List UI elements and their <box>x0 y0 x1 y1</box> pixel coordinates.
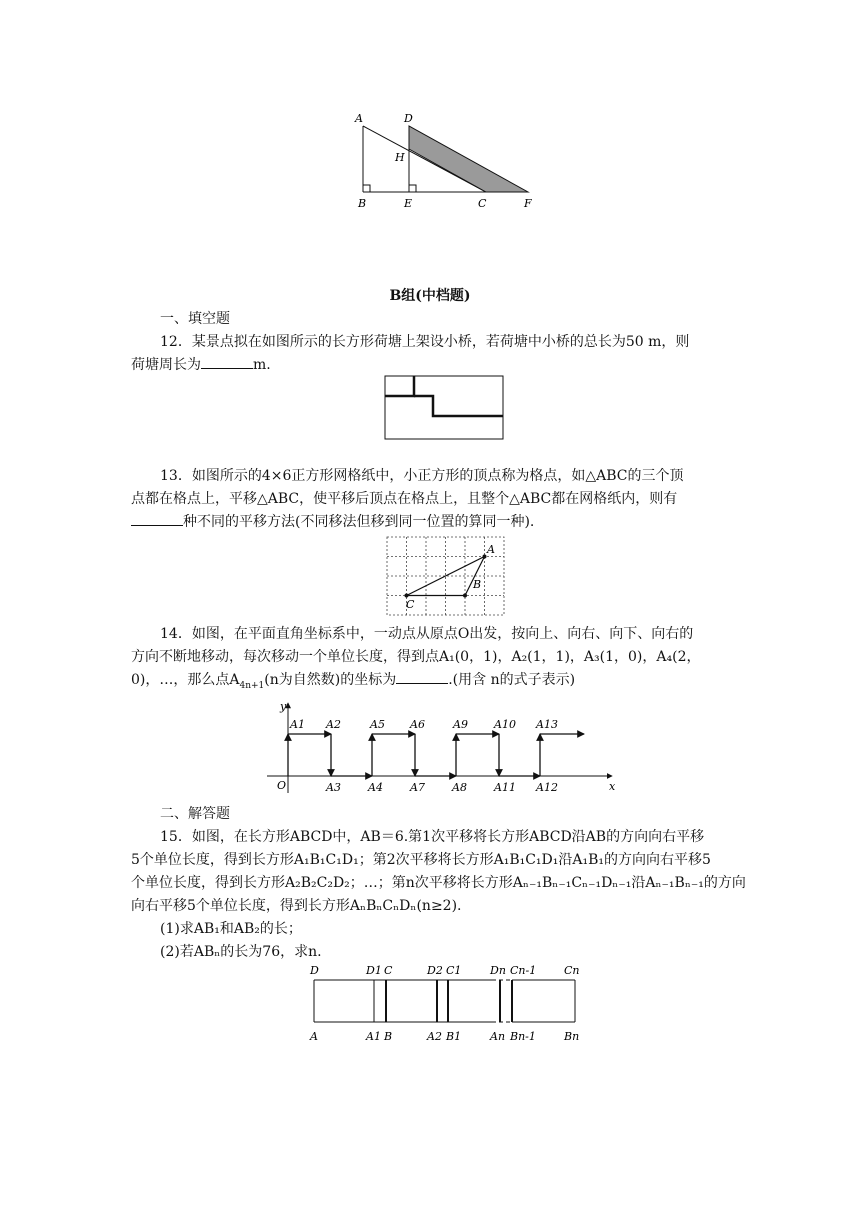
grid-label-B: B <box>473 578 482 591</box>
rect-label-A2: A2 <box>427 1030 442 1043</box>
point-label: A7 <box>410 781 425 794</box>
rect-label-An: An <box>490 1030 506 1043</box>
pond-bridge-figure <box>383 374 507 444</box>
rect-label-Bn-1: Bn-1 <box>510 1030 536 1043</box>
answer-blank <box>131 511 183 526</box>
label-F: F <box>524 197 532 210</box>
point-label: A3 <box>326 781 341 794</box>
point-label: A10 <box>494 718 516 731</box>
label-E: E <box>404 197 413 210</box>
triangle-translation-figure <box>350 105 540 215</box>
label-B: B <box>358 197 367 210</box>
grid-triangle-figure <box>384 534 508 618</box>
label-H: H <box>395 151 405 164</box>
question-14-line2: 方向不断地移动，每次移动一个单位长度，得到点A₁(0，1)，A₂(1，1)，A₃(1，0)，A₄(2， <box>131 649 701 665</box>
question-15-sub2: (2)若ABₙ的长为76，求n. <box>160 944 322 960</box>
question-15-sub1: (1)求AB₁和AB₂的长； <box>160 921 302 937</box>
part-heading-answer: 二、解答题 <box>160 806 230 822</box>
question-15-line3: 个单位长度，得到长方形A₂B₂C₂D₂；…；第n次平移将长方形Aₙ₋₁Bₙ₋₁Cₙ₋₁Dₙ₋₁沿Aₙ₋₁Bₙ₋₁的方向 <box>131 875 746 891</box>
point-label: A12 <box>536 781 558 794</box>
point-label: A11 <box>494 781 516 794</box>
grid-label-A: A <box>487 543 495 556</box>
point-label: A4 <box>368 781 383 794</box>
axis-x-label: x <box>609 780 616 793</box>
point-label: A1 <box>290 718 305 731</box>
question-15-line1: 15．如图，在长方形ABCD中，AB＝6.第1次平移将长方形ABCD沿AB的方向向右平移 <box>160 829 705 845</box>
question-12-line2: 荷塘周长为 m. <box>131 353 271 377</box>
section-title: B组(中档题) <box>389 288 471 304</box>
point-label: A5 <box>370 718 385 731</box>
origin-label: O <box>277 779 287 792</box>
question-12-line1: 12．某景点拟在如图所示的长方形荷塘上架设小桥，若荷塘中小桥的总长为50 m，则 <box>160 334 690 350</box>
coordinate-path-figure <box>262 698 622 796</box>
point-label: A13 <box>536 718 558 731</box>
label-A: A <box>355 112 363 125</box>
point-label: A8 <box>452 781 467 794</box>
rect-label-Dn: Dn <box>490 964 506 977</box>
rect-label-Cn-1: Cn-1 <box>510 964 537 977</box>
label-C: C <box>478 197 487 210</box>
rect-label-A: A <box>310 1030 318 1043</box>
question-14-line1: 14．如图，在平面直角坐标系中，一动点从原点O出发，按向上、向右、向下、向右的 <box>160 626 694 642</box>
rect-label-Bn: Bn <box>564 1030 580 1043</box>
rect-label-B: B <box>384 1030 393 1043</box>
question-13-line3: 种不同的平移方法(不同移法但移到同一位置的算同一种). <box>131 510 534 534</box>
rectangle-translation-figure <box>300 960 600 1048</box>
rect-label-C1: C1 <box>446 964 462 977</box>
axis-y-label: y <box>280 700 287 713</box>
rect-label-D2: D2 <box>427 964 443 977</box>
question-15-line2: 5个单位长度，得到长方形A₁B₁C₁D₁；第2次平移将长方形A₁B₁C₁D₁沿A₁B₁的方向向右平移5 <box>131 852 711 868</box>
answer-blank <box>201 354 253 369</box>
label-D: D <box>404 112 413 125</box>
answer-blank <box>396 669 448 684</box>
point-label: A2 <box>326 718 341 731</box>
point-label: A6 <box>410 718 425 731</box>
rect-label-Cn: Cn <box>564 964 580 977</box>
question-14-line3: 0)，…，那么点$A_{4n+1}(n$为自然数)的坐标为 .(用含 n的式子表示) <box>131 668 575 698</box>
question-15-line4: 向右平移5个单位长度，得到长方形AₙBₙCₙDₙ(n≥2). <box>131 898 462 914</box>
rect-label-D1: D1 <box>366 964 382 977</box>
question-13-line1: 13．如图所示的4×6正方形网格纸中，小正方形的顶点称为格点，如△ABC的三个顶 <box>160 468 684 484</box>
rect-label-A1: A1 <box>366 1030 381 1043</box>
rect-label-C: C <box>384 964 393 977</box>
grid-label-C: C <box>406 598 415 611</box>
rect-label-B1: B1 <box>446 1030 462 1043</box>
point-label: A9 <box>453 718 468 731</box>
rect-label-D: D <box>310 964 319 977</box>
question-13-line2: 点都在格点上，平移△ABC，使平移后顶点在格点上，且整个△ABC都在网格纸内，则有 <box>131 491 678 507</box>
part-heading-fill: 一、填空题 <box>160 311 230 327</box>
